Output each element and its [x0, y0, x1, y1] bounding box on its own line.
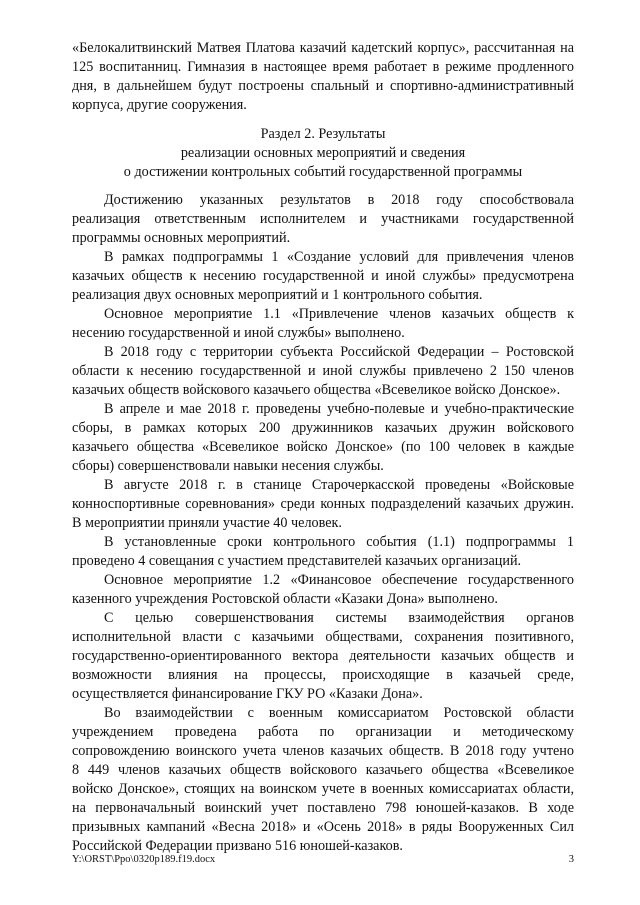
text-line: конноспортивные соревнования» среди конных подразделений казачьих дружин. [72, 496, 574, 512]
text-line: сборы, в рамках которых 200 дружинников казачьих дружин войскового [72, 420, 574, 436]
section-subtitle: о достижении контрольных событий государственной программы [123, 164, 523, 180]
text-line: 125 воспитанниц. Гимназия в настоящее время работает в режиме продленного [72, 59, 574, 75]
text-line: реализация двух основных мероприятий и 1 контрольного события. [72, 287, 483, 303]
paragraph-first-line: Основное мероприятие 1.1 «Привлечение членов казачьих обществ к [104, 306, 574, 322]
paragraph-first-line: В августе 2018 г. в станице Старочеркасской проведены «Войсковые [104, 477, 574, 493]
text-line: области к несению государственной и иной службы привлечено 2 150 членов [72, 363, 574, 379]
text-line: призывных кампаний «Весна 2018» и «Осень 2018» в ряды Вооруженных Сил [72, 819, 574, 835]
text-line: «Белокалитвинский Матвея Платова казачий кадетский корпус», рассчитанная на [72, 40, 574, 56]
paragraph-first-line: В 2018 году с территории субъекта Российской Федерации – Ростовской [104, 344, 574, 360]
text-line: проведено 4 совещания с участием представителей казачьих организаций. [72, 553, 522, 569]
text-line: программы основных мероприятий. [72, 230, 291, 246]
text-line: на первоначальный воинский учет поставлено 798 юношей-казаков. В ходе [72, 800, 574, 816]
text-line: возможности влияния на процессы, происходящие в казачьей среде, [72, 667, 574, 683]
text-line: В мероприятии приняли участие 40 человек. [72, 515, 342, 531]
paragraph-first-line: С целью совершенствования системы взаимодействия органов [104, 610, 574, 626]
page-number: 3 [568, 854, 574, 865]
text-line: учреждением проведена работа по организации и методическому [72, 724, 574, 740]
paragraph-first-line: В апреле и мае 2018 г. проведены учебно-полевые и учебно-практические [104, 401, 574, 417]
footer-file-path: Y:\ORST\Ppo\0320p189.f19.docx [72, 854, 216, 865]
text-line: реализация ответственным исполнителем и участниками государственной [72, 211, 574, 227]
paragraph-first-line: Достижению указанных результатов в 2018 году способствовала [104, 192, 574, 208]
text-line: корпуса, другие сооружения. [72, 97, 247, 113]
text-line: несению государственной и иной службы» выполнено. [72, 325, 405, 341]
section-subtitle: реализации основных мероприятий и сведения [180, 145, 466, 161]
paragraph-first-line: В установленные сроки контрольного события (1.1) подпрограммы 1 [104, 534, 574, 550]
paragraph-first-line: Во взаимодействии с военным комиссариатом Ростовской области [104, 705, 574, 721]
section-title: Раздел 2. Результаты [260, 126, 386, 142]
text-line: осуществляется финансирование ГКУ РО «Казаки Дона». [72, 686, 423, 702]
paragraph-first-line: В рамках подпрограммы 1 «Создание условий для привлечения членов [104, 249, 574, 265]
text-line: казачьих обществ войскового казачьего общества «Всевеликое войско Донское». [72, 382, 561, 398]
text-line: государственно-ориентированного вектора деятельности казачьих обществ и [72, 648, 574, 664]
text-line: казачьего общества «Всевеликое войско Донское» (по 100 человек в каждые [72, 439, 574, 455]
text-line: войско Донское», стоящих на воинском учете в военных комиссариатах области, [72, 781, 574, 797]
paragraph-first-line: Основное мероприятие 1.2 «Финансовое обеспечение государственного [104, 572, 574, 588]
text-line: Российской Федерации призвано 516 юношей-казаков. [72, 838, 403, 854]
text-line: сборы) совершенствовали навыки несения службы. [72, 458, 384, 474]
text-line: сопровождению воинского учета членов казачьих обществ. В 2018 году учтено [72, 743, 574, 759]
text-line: 8 449 членов казачьих обществ войскового казачьего общества «Всевеликое [72, 762, 574, 778]
text-line: дня, в дальнейшем будут построены спальный и спортивно-административный [72, 78, 574, 94]
text-line: исполнительной власти с казачьими обществами, сохранения позитивного, [72, 629, 574, 645]
text-line: казачьих обществ к несению государственной и иной службы» предусмотрена [72, 268, 574, 284]
text-line: казенного учреждения Ростовской области «Казаки Дона» выполнено. [72, 591, 498, 607]
